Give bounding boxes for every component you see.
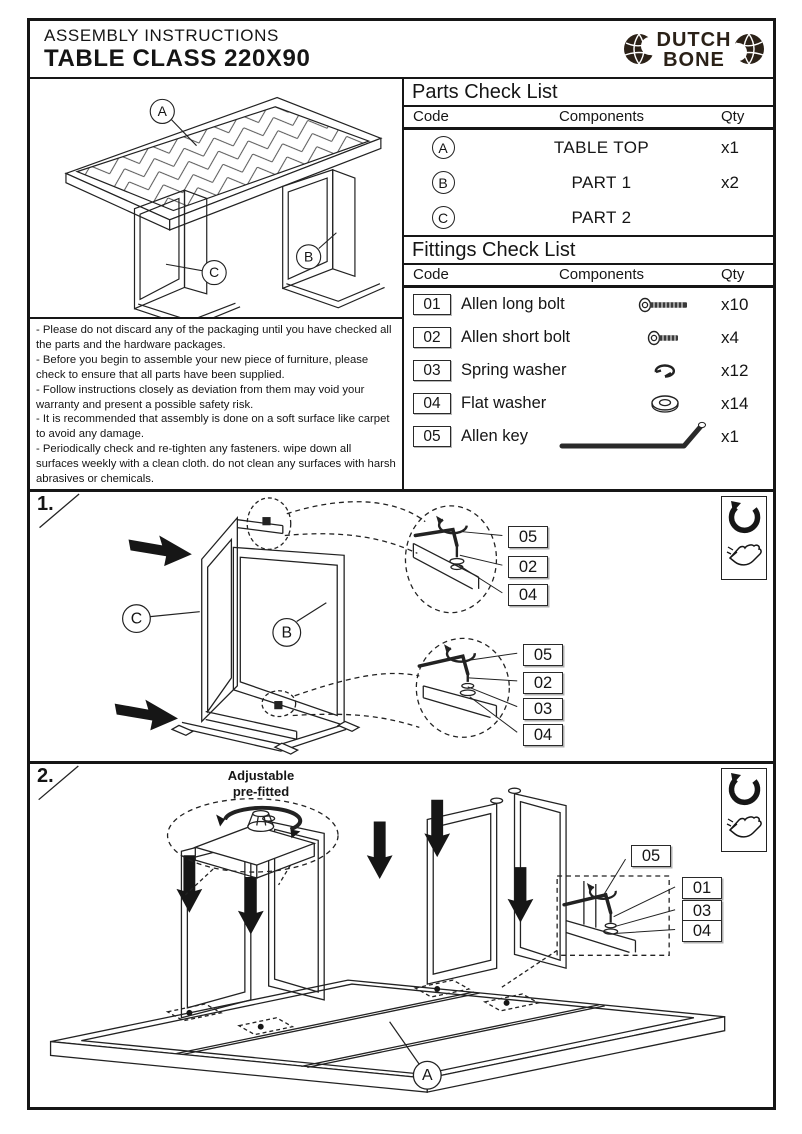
fitting-name: Flat washer	[461, 394, 547, 412]
note-line: - Please do not discard any of the packaging until you have checked all the parts and the hardware packages.	[36, 324, 392, 351]
header-titles	[44, 26, 310, 73]
tighten-fully-indicator	[721, 496, 767, 580]
hand-icon	[726, 811, 762, 841]
parts-columns-header	[404, 107, 773, 130]
flat-washer-icon	[609, 394, 721, 414]
fitting-qty: x14	[721, 393, 749, 413]
fitting-qty: x12	[721, 360, 749, 380]
part-code-badge: B	[432, 171, 455, 194]
globe-left-icon	[624, 34, 659, 64]
fitting-name: Allen short bolt	[461, 328, 571, 346]
callout-05: 05	[508, 526, 548, 548]
adjustable-note-line1: Adjustable	[227, 768, 295, 783]
label-a-text: A	[421, 1067, 433, 1085]
overview-drawing	[30, 79, 402, 317]
column-code: Code	[413, 266, 449, 283]
column-qty: Qty	[721, 108, 745, 125]
fitting-row	[404, 387, 773, 420]
parts-check-list-title: Parts Check List	[404, 79, 773, 107]
globe-right-icon	[729, 34, 764, 64]
safety-notes	[30, 317, 402, 489]
fitting-qty: x1	[721, 426, 739, 446]
table-top-herringbone	[66, 98, 381, 230]
part-row	[404, 130, 773, 165]
hand-icon	[726, 539, 762, 569]
callout-04: 04	[523, 724, 563, 746]
check-lists-panel	[402, 79, 773, 489]
part-component: PART 2	[571, 207, 632, 227]
column-components: Components	[558, 108, 645, 125]
crossbars	[172, 518, 359, 754]
fitting-code-badge: 03	[413, 360, 451, 381]
fitting-qty: x10	[721, 294, 749, 314]
press-down-arrow-icons	[176, 800, 533, 935]
header	[30, 21, 773, 79]
spring-washer-icon	[609, 362, 721, 380]
callout-03: 03	[682, 900, 722, 922]
tighten-fully-indicator	[721, 768, 767, 852]
part-component: TABLE TOP	[553, 137, 650, 157]
part-code-badge: A	[432, 136, 455, 159]
column-qty: Qty	[721, 266, 745, 283]
table-top-underside	[51, 980, 725, 1092]
fittings-check-list-title: Fittings Check List	[404, 235, 773, 265]
label-a-text: A	[157, 103, 167, 120]
brand-text-line2: BONE	[663, 49, 725, 71]
fitting-row	[404, 354, 773, 387]
fitting-code-badge: 04	[413, 393, 451, 414]
callout-05: 05	[523, 644, 563, 666]
note-line: - It is recommended that assembly is done on a soft surface like carpet to avoid any damage.	[36, 413, 390, 441]
frame-c-drawing	[202, 518, 238, 722]
column-components: Components	[558, 266, 645, 283]
leg-frame-b	[283, 170, 385, 308]
allen-long-bolt-icon	[609, 297, 721, 313]
top-main	[30, 79, 773, 489]
note-line: - Before you begin to assemble your new piece of furniture, please check to ensure that all parts have been supplied.	[36, 353, 369, 381]
part-component: PART 1	[571, 172, 632, 192]
fitting-row	[404, 420, 773, 453]
part-code-badge: C	[432, 206, 455, 229]
adjustable-prefitted-note	[190, 768, 332, 801]
callout-01: 01	[682, 877, 722, 899]
torque-100-icon	[726, 772, 762, 808]
zoom-detail-top	[405, 506, 502, 613]
left-column	[30, 79, 402, 489]
push-arrow-icons	[115, 536, 192, 731]
brand-text-line1: DUTCH	[656, 29, 732, 51]
step-1-number: 1.	[37, 493, 54, 515]
callout-03: 03	[523, 698, 563, 720]
fittings-columns-header	[404, 265, 773, 288]
fitting-code-badge: 02	[413, 327, 451, 348]
torque-100-icon	[726, 500, 762, 536]
part-row	[404, 165, 773, 200]
adjustable-note-line2: pre-fitted	[232, 784, 290, 800]
label-b-text: B	[281, 624, 293, 642]
part-row	[404, 200, 773, 235]
dutchbone-logo	[623, 25, 765, 73]
assembly-instructions-subtitle: ASSEMBLY INSTRUCTIONS	[44, 25, 279, 45]
bolt-detail-box	[501, 859, 675, 988]
page-frame	[27, 18, 776, 1110]
fitting-code-badge: 05	[413, 426, 451, 447]
assembled-table-drawing	[30, 79, 402, 317]
zoom-detail-bottom	[416, 638, 517, 737]
step-1-section	[30, 489, 773, 761]
step-2-number: 2.	[37, 765, 54, 787]
column-code: Code	[413, 108, 449, 125]
note-line: - Follow instructions closely as deviation from them may void your warranty and present a possible safety risk.	[36, 383, 365, 411]
label-c-text: C	[130, 610, 143, 628]
callout-05: 05	[631, 845, 671, 867]
allen-key-icon	[551, 420, 721, 454]
fitting-name: Spring washer	[461, 361, 567, 379]
fitting-qty: x4	[721, 327, 739, 347]
torque-label: 100%	[734, 514, 754, 523]
part-qty: x2	[721, 172, 739, 192]
note-line: - Periodically check and re-tighten any fasteners. wipe down all surfaces weekly with a clean cloth. do not clean any surfaces with harsh abrasives or chemicals.	[36, 443, 396, 486]
fitting-name: Allen key	[461, 427, 528, 445]
fitting-row	[404, 288, 773, 321]
step-2-drawing	[30, 764, 773, 1107]
part-qty: x1	[721, 137, 739, 157]
right-leg-assembly	[427, 788, 566, 984]
label-b-text: B	[303, 248, 314, 265]
callout-02: 02	[523, 672, 563, 694]
fitting-code-badge: 01	[413, 294, 451, 315]
allen-short-bolt-icon	[609, 330, 721, 346]
fitting-name: Allen long bolt	[461, 295, 565, 313]
callout-02: 02	[508, 556, 548, 578]
fitting-row	[404, 321, 773, 354]
label-c-text: C	[209, 264, 220, 281]
product-title: TABLE CLASS 220X90	[44, 45, 311, 72]
callout-04: 04	[508, 584, 548, 606]
callout-04: 04	[682, 920, 722, 942]
detail-connectors	[285, 502, 425, 728]
torque-label: 100%	[734, 786, 754, 795]
step-2-section	[30, 761, 773, 1107]
step-1-drawing	[30, 492, 773, 761]
